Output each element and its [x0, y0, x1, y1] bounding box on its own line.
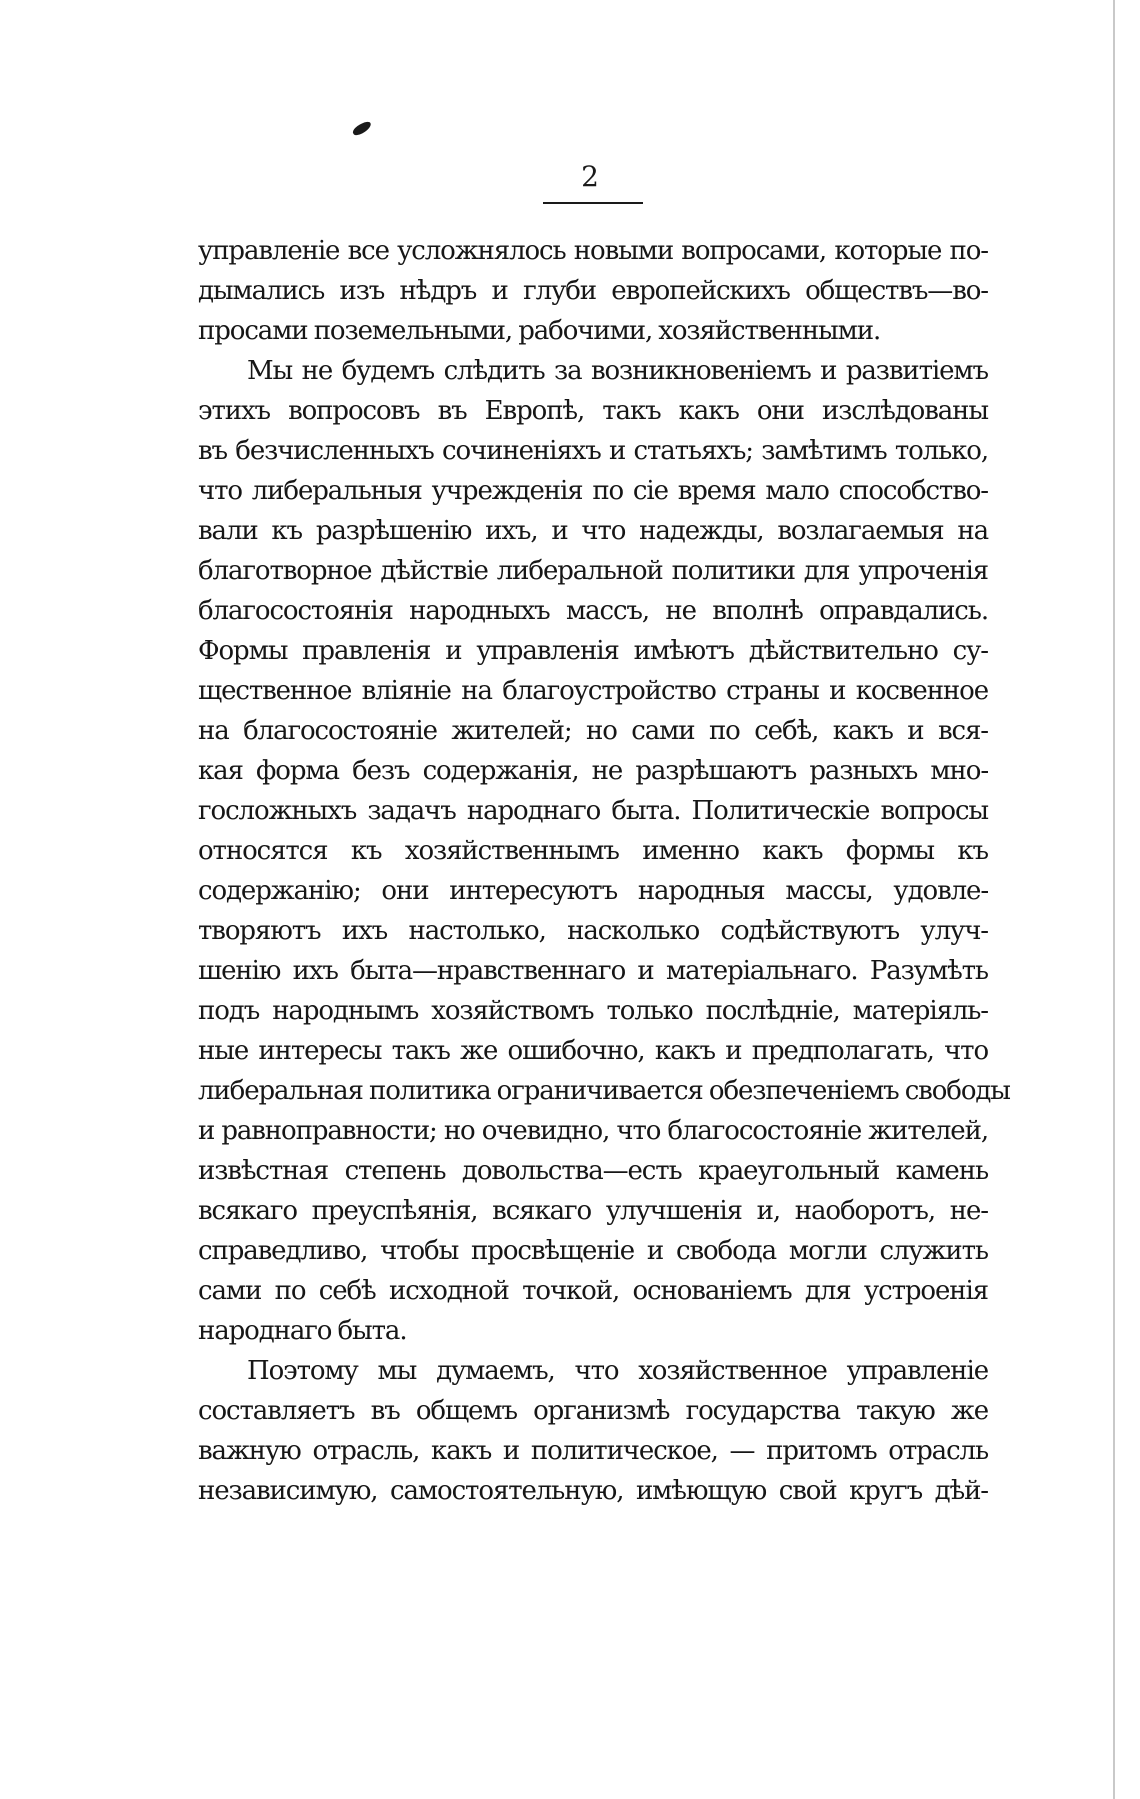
text-line: либеральная политика ограничивается обезпеченіемъ свободы [198, 1076, 1010, 1106]
text-line: Формы правленія и управленія имѣютъ дѣйствительно су- [198, 636, 988, 666]
text-line: извѣстная степень довольства—есть краеугольный камень [198, 1156, 988, 1186]
text-line: важную отрасль, какъ и политическое, — притомъ отрасль [198, 1436, 988, 1466]
text-line: этихъ вопросовъ въ Европѣ, такъ какъ они изслѣдованы [198, 396, 988, 426]
text-line: на благосостояніе жителей; но сами по себѣ, какъ и вся- [198, 716, 988, 746]
ink-mark [351, 120, 373, 137]
text-line: что либеральныя учрежденія по сіе время мало способство- [198, 476, 988, 506]
page-number: 2 [581, 160, 599, 193]
text-line: шенію ихъ быта—нравственнаго и матеріальнаго. Разумѣть [198, 956, 988, 986]
text-line: составляетъ въ общемъ организмѣ государства такую же [198, 1396, 988, 1426]
text-line: благосостоянія народныхъ массъ, не вполнѣ оправдались. [198, 596, 988, 626]
text-line: Мы не будемъ слѣдить за возникновеніемъ и развитіемъ [247, 356, 988, 386]
text-line: сами по себѣ исходной точкой, основаніемъ для устроенія [198, 1276, 988, 1306]
text-line: просами поземельными, рабочими, хозяйственными. [198, 316, 881, 346]
paragraph-3 [198, 1351, 988, 1511]
paragraph-2 [198, 351, 1010, 1351]
text-line: относятся къ хозяйственнымъ именно какъ формы къ [198, 836, 988, 866]
page-edge-line [1113, 0, 1115, 1799]
body-text [198, 231, 1010, 1511]
text-line: кая форма безъ содержанія, не разрѣшаютъ разныхъ мно- [198, 756, 988, 786]
text-line: вали къ разрѣшенію ихъ, и что надежды, возлагаемыя на [198, 516, 988, 546]
text-line: подъ народнымъ хозяйствомъ только послѣдніе, матеріяль- [198, 996, 988, 1026]
text-line: благотворное дѣйствіе либеральной политики для упроченія [198, 556, 988, 586]
text-line: въ безчисленныхъ сочиненіяхъ и статьяхъ; замѣтимъ только, [198, 436, 988, 466]
text-line: Поэтому мы думаемъ, что хозяйственное управленіе [247, 1356, 988, 1386]
text-line: щественное вліяніе на благоустройство страны и косвенное [198, 676, 988, 706]
text-line: содержанію; они интересуютъ народныя массы, удовле- [198, 876, 988, 906]
text-line: дымались изъ нѣдръ и глуби европейскихъ обществъ—во- [198, 276, 988, 306]
text-line: управленіе все усложнялось новыми вопросами, которые по- [198, 236, 988, 266]
text-line: всякаго преуспѣянія, всякаго улучшенія и, наоборотъ, не- [198, 1196, 988, 1226]
text-line: госложныхъ задачъ народнаго быта. Политическіе вопросы [198, 796, 988, 826]
text-line: и равноправности; но очевидно, что благосостояніе жителей, [198, 1116, 988, 1146]
page-number-rule [543, 202, 643, 204]
text-line: независимую, самостоятельную, имѣющую свой кругъ дѣй- [198, 1476, 988, 1506]
text-line: ные интересы такъ же ошибочно, какъ и предполагать, что [198, 1036, 988, 1066]
text-line: справедливо, чтобы просвѣщеніе и свобода могли служить [198, 1236, 988, 1266]
text-line: творяютъ ихъ настолько, насколько содѣйствуютъ улуч- [198, 916, 988, 946]
text-line: народнаго быта. [198, 1316, 407, 1346]
paragraph-1 [198, 231, 988, 351]
